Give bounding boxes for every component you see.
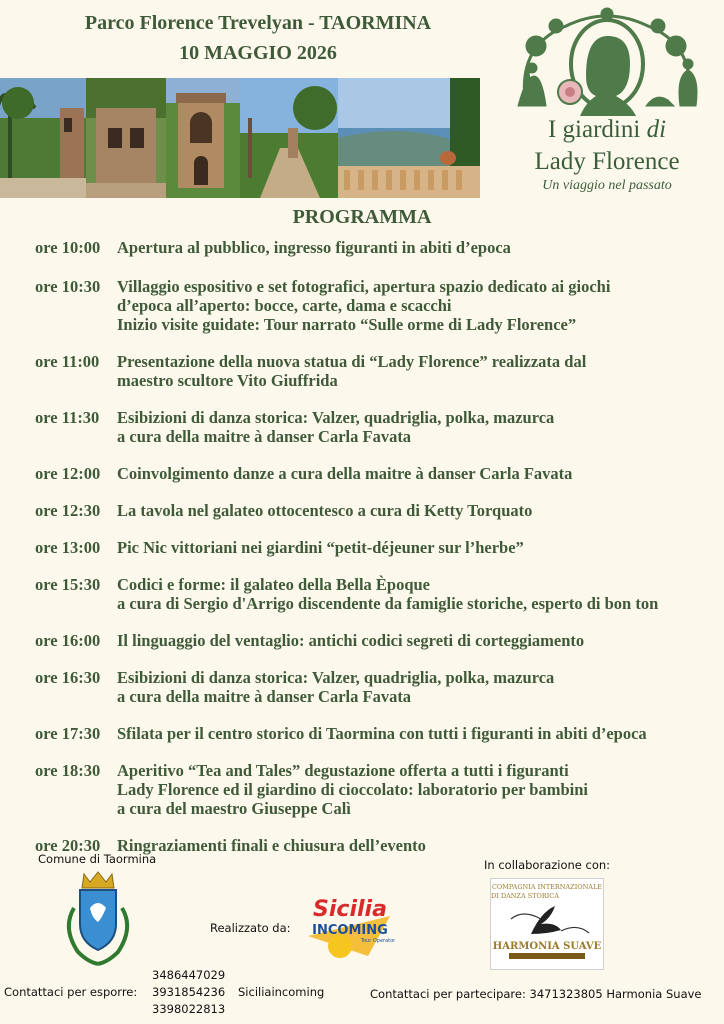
exhibitor-organizer: Siciliaincoming xyxy=(238,985,325,999)
schedule-line: Lady Florence ed il giardino di cioccolato: laboratorio per bambini xyxy=(117,780,588,799)
schedule-line: Sfilata per il centro storico di Taormina con tutti i figuranti in abiti d’epoca xyxy=(117,724,647,743)
event-location-title: Parco Florence Trevelyan - TAORMINA xyxy=(84,12,432,34)
schedule-line: Coinvolgimento danze a cura della maitre à danser Carla Favata xyxy=(117,464,573,483)
schedule-line: La tavola nel galateo ottocentesco a cura di Ketty Torquato xyxy=(117,501,533,520)
logo-title-line2: Lady Florence xyxy=(534,148,680,175)
schedule-item xyxy=(35,408,715,446)
schedule-time: ore 10:00 xyxy=(35,238,101,257)
schedule-line: Presentazione della nuova statua di “Lady Florence” realizzata dal xyxy=(117,352,587,371)
schedule-item xyxy=(35,352,715,390)
schedule-line: a cura della maitre à danser Carla Favata xyxy=(117,427,412,446)
sicilia-incoming-logo-icon xyxy=(298,886,402,962)
schedule-description xyxy=(117,668,715,706)
schedule-time: ore 12:30 xyxy=(35,501,101,520)
schedule-item xyxy=(35,631,715,650)
schedule-line: Aperitivo “Tea and Tales” degustazione offerta a tutti i figuranti xyxy=(117,761,569,780)
harmonia-line2: DI DANZA STORICA xyxy=(491,892,559,900)
schedule-item xyxy=(35,538,715,557)
schedule-time: ore 15:30 xyxy=(35,575,101,594)
garden-photo-2 xyxy=(86,78,166,198)
schedule-line: a cura della maitre à danser Carla Favata xyxy=(117,687,412,706)
schedule-description xyxy=(117,277,715,334)
logo-title-italic: di xyxy=(646,116,667,143)
tour-operator-text: Tour Operator xyxy=(360,938,396,944)
schedule-item xyxy=(35,575,715,613)
schedule-time: ore 17:30 xyxy=(35,724,101,743)
sicilia-logo-text: Sicilia xyxy=(313,897,387,922)
schedule-description xyxy=(117,538,715,557)
schedule-time: ore 16:30 xyxy=(35,668,101,687)
schedule-time: ore 13:00 xyxy=(35,538,101,557)
schedule-line: maestro scultore Vito Giuffrida xyxy=(117,371,338,390)
schedule-time: ore 10:30 xyxy=(35,277,101,296)
schedule-time: ore 20:30 xyxy=(35,836,101,855)
schedule-line: Apertura al pubblico, ingresso figuranti in abiti d’epoca xyxy=(117,238,511,257)
garden-photo-5 xyxy=(338,78,480,198)
schedule-line: Villaggio espositivo e set fotografici, apertura spazio dedicato ai giochi xyxy=(117,277,611,296)
garden-photo-3 xyxy=(166,78,240,198)
schedule-item xyxy=(35,724,715,743)
schedule-description xyxy=(117,464,715,483)
schedule-description xyxy=(117,631,715,650)
schedule-time: ore 11:30 xyxy=(35,408,100,427)
schedule-line: a cura del maestro Giuseppe Calì xyxy=(117,799,351,818)
lady-florence-logo-icon xyxy=(496,6,718,206)
schedule-time: ore 11:00 xyxy=(35,352,100,371)
schedule-item xyxy=(35,668,715,706)
schedule-description xyxy=(117,501,715,520)
schedule-line: Pic Nic vittoriani nei giardini “petit-déjeuner sur l’herbe” xyxy=(117,538,524,557)
phone-number: 3398022813 xyxy=(152,1002,226,1016)
taormina-crest-icon xyxy=(60,868,136,968)
logo-title-line1: I giardini di xyxy=(547,116,667,143)
schedule-line: Inizio visite guidate: Tour narrato “Sulle orme di Lady Florence” xyxy=(117,315,577,334)
schedule-description xyxy=(117,408,715,446)
schedule-line: d’epoca all’aperto: bocce, carte, dama e scacchi xyxy=(117,296,452,315)
collaboration-label: In collaborazione con: xyxy=(484,858,611,872)
realizzato-label: Realizzato da: xyxy=(210,921,291,935)
phone-number: 3486447029 xyxy=(152,968,226,982)
schedule-item xyxy=(35,464,715,483)
harmonia-line1: COMPAGNIA INTERNAZIONALE xyxy=(491,883,603,891)
schedule-item xyxy=(35,501,715,520)
phone-number: 3931854236 xyxy=(152,985,226,999)
schedule-line: a cura di Sergio d'Arrigo discendente da famiglie storiche, esperto di bon ton xyxy=(117,594,659,613)
schedule-line: Esibizioni di danza storica: Valzer, quadriglia, polka, mazurca xyxy=(117,668,555,687)
schedule-description xyxy=(117,352,715,390)
photo-strip xyxy=(0,78,480,198)
schedule-line: Ringraziamenti finali e chiusura dell’evento xyxy=(117,836,426,855)
schedule-description xyxy=(117,575,715,613)
schedule-description xyxy=(117,724,715,743)
schedule-line: Esibizioni di danza storica: Valzer, quadriglia, polka, mazurca xyxy=(117,408,555,427)
schedule-item xyxy=(35,238,715,257)
schedule-time: ore 12:00 xyxy=(35,464,101,483)
schedule-time: ore 18:30 xyxy=(35,761,101,780)
event-date: 10 MAGGIO 2026 xyxy=(179,42,337,64)
exhibitor-phones xyxy=(152,967,225,1018)
schedule-description xyxy=(117,238,715,257)
garden-photo-1 xyxy=(0,78,86,198)
contact-participants: Contattaci per partecipare: 3471323805 Harmonia Suave xyxy=(370,987,702,1001)
comune-label: Comune di Taormina xyxy=(38,852,157,866)
schedule-line: Il linguaggio del ventaglio: antichi codici segreti di corteggiamento xyxy=(117,631,585,650)
contact-exhibitors-label: Contattaci per esporre: xyxy=(4,985,138,999)
schedule-item xyxy=(35,277,715,334)
program-heading: PROGRAMMA xyxy=(292,206,432,228)
schedule-description xyxy=(117,836,715,855)
schedule-line: Codici e forme: il galateo della Bella Èpoque xyxy=(117,575,431,594)
garden-photo-4 xyxy=(240,78,338,198)
incoming-logo-text: INCOMING xyxy=(312,923,388,938)
schedule-time: ore 16:00 xyxy=(35,631,101,650)
schedule-item xyxy=(35,761,715,818)
harmonia-name: HARMONIA SUAVE xyxy=(492,941,602,952)
harmonia-suave-logo-icon xyxy=(490,878,604,970)
logo-subtitle: Un viaggio nel passato xyxy=(542,178,672,193)
schedule-description xyxy=(117,761,715,818)
program-schedule xyxy=(35,238,715,855)
